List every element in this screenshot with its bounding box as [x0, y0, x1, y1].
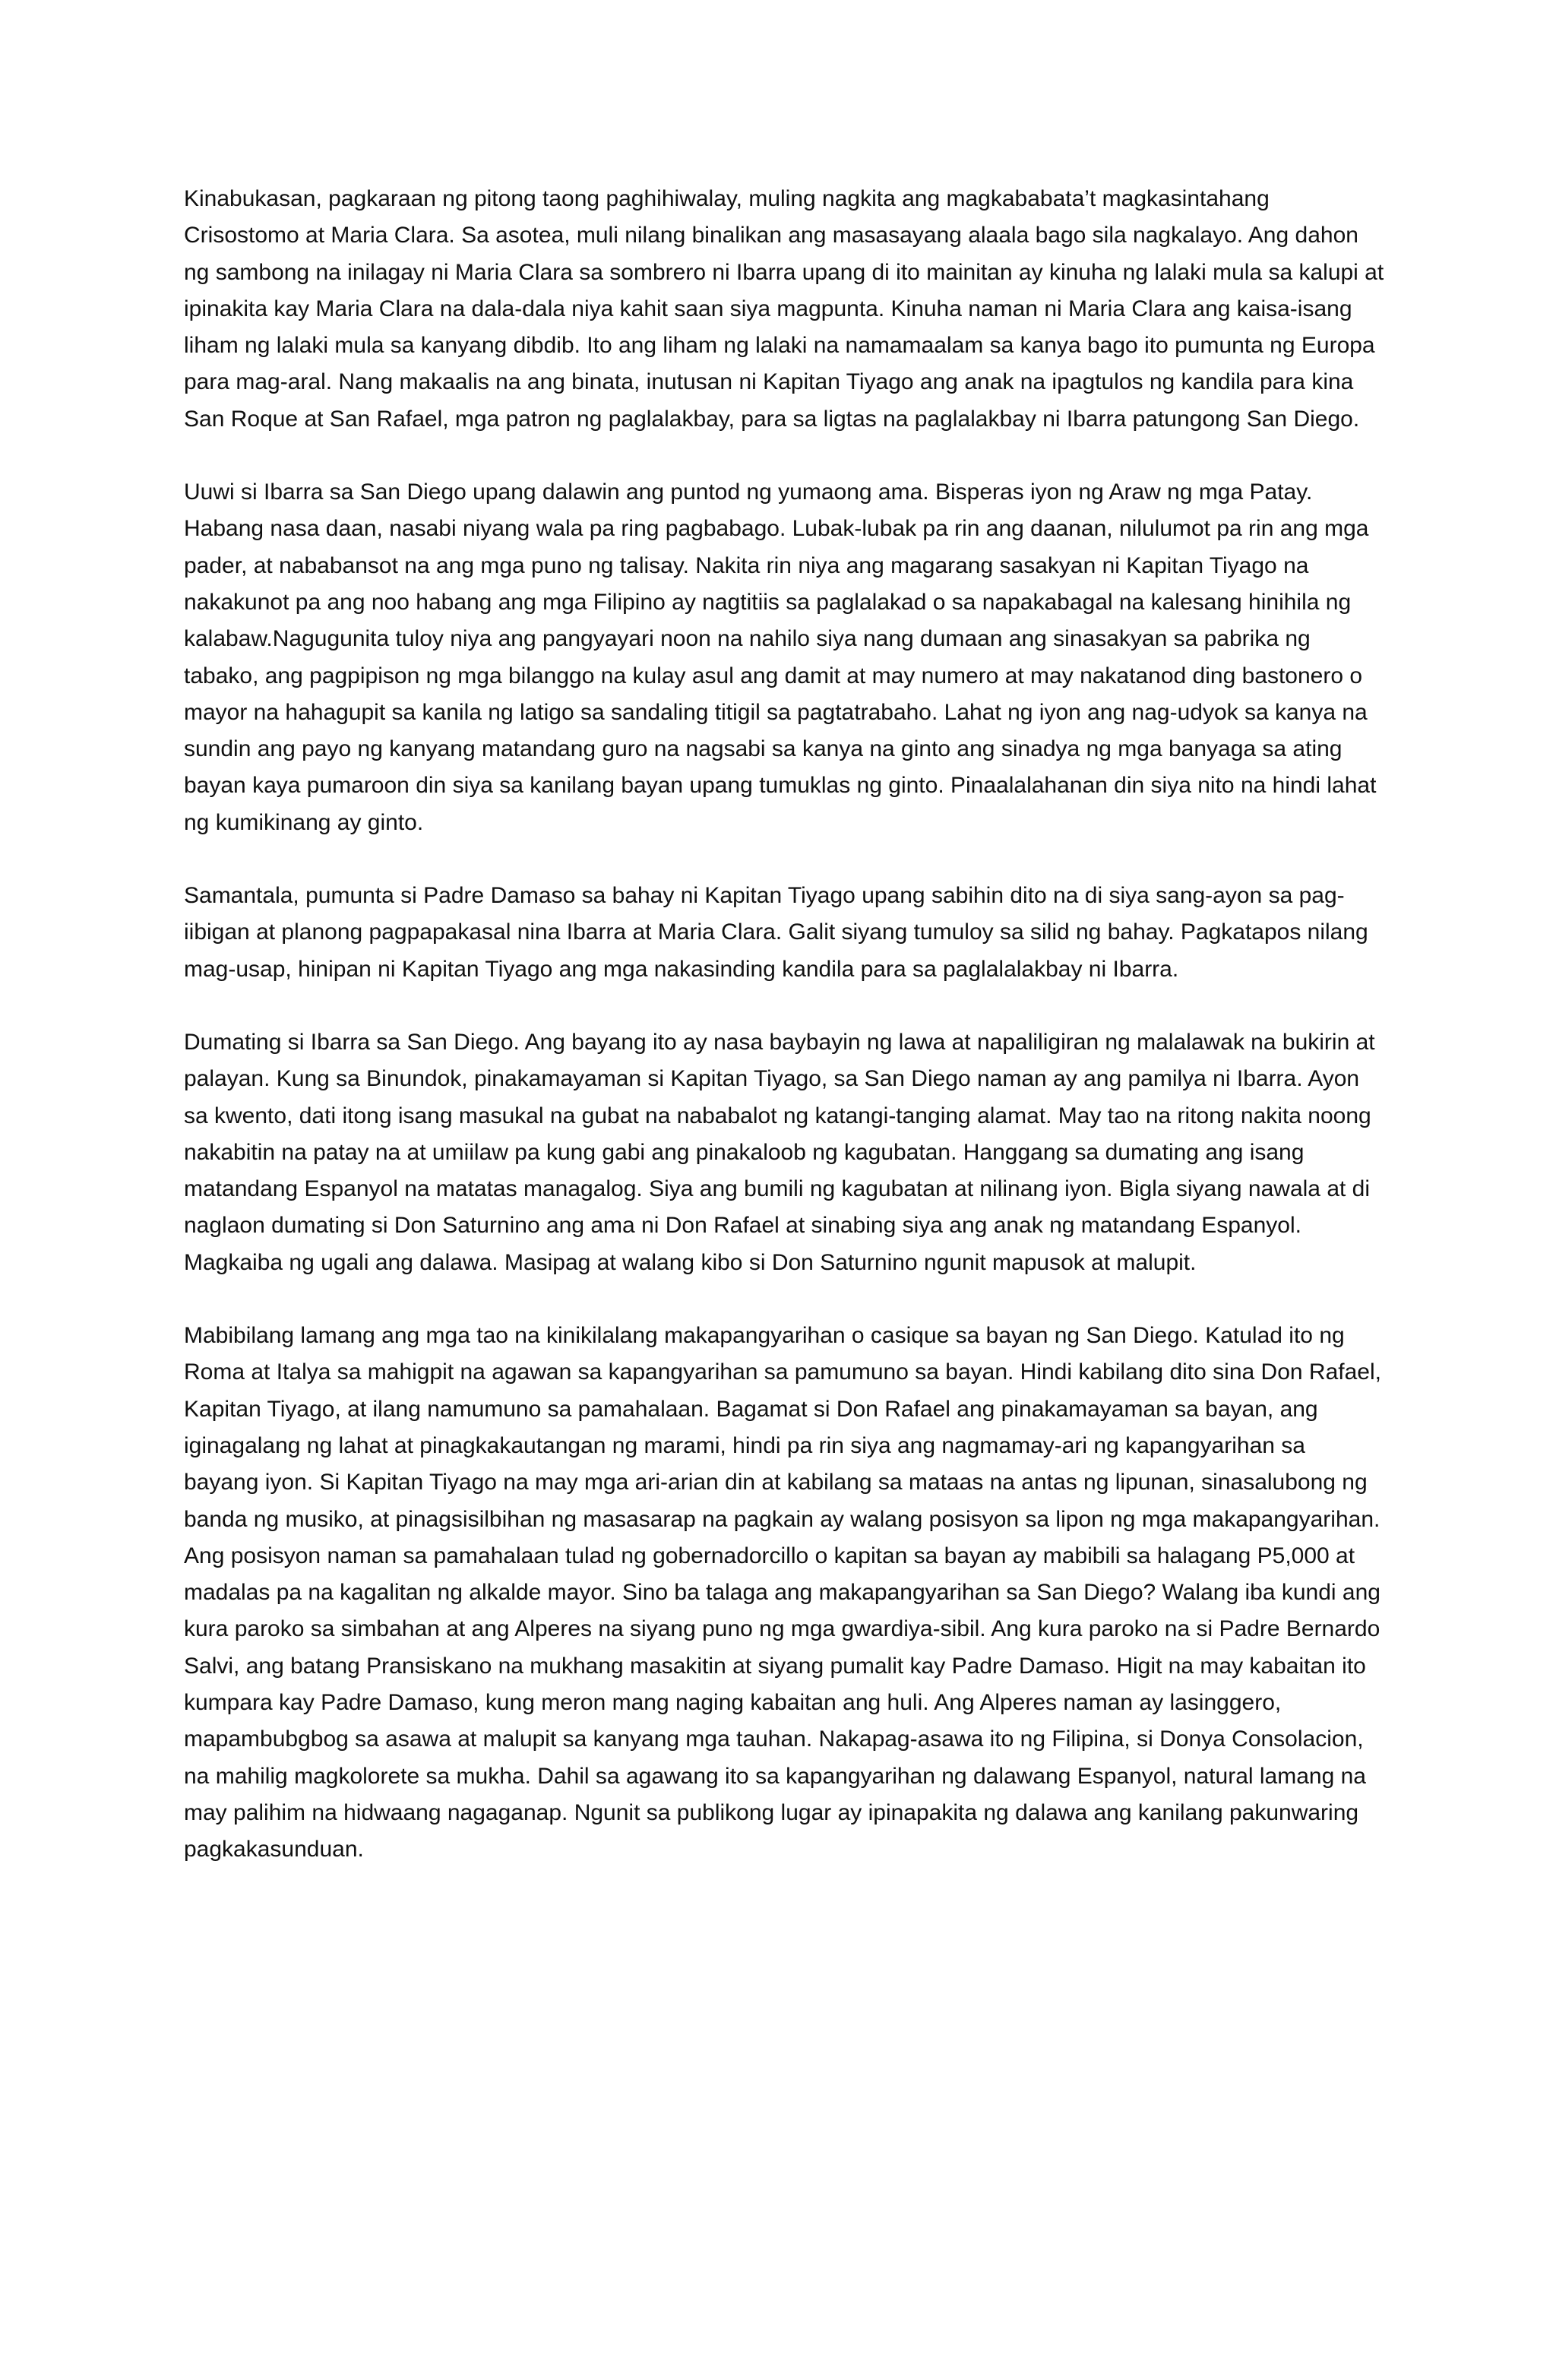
- paragraph-1: Kinabukasan, pagkaraan ng pitong taong paghihiwalay, muling nagkita ang magkababata’t magkasintahang Crisostomo at Maria Clara. Sa asotea, muli nilang binalikan ang masasayang alaala bago sila nagkalayo. Ang dahon ng sambong na inilagay ni Maria Clara sa sombrero ni Ibarra upang di ito mainitan ay kinuha ng lalaki mula sa kalupi at ipinakita kay Maria Clara na dala-dala niya kahit saan siya magpunta. Kinuha naman ni Maria Clara ang kaisa-isang liham ng lalaki mula sa kanyang dibdib. Ito ang liham ng lalaki na namamaalam sa kanya bago ito pumunta ng Europa para mag-aral. Nang makaalis na ang binata, inutusan ni Kapitan Tiyago ang anak na ipagtulos ng kandila para kina San Roque at San Rafael, mga patron ng paglalakbay, para sa ligtas na paglalakbay ni Ibarra patungong San Diego.: [184, 186, 1384, 432]
- paragraph-3: Samantala, pumunta si Padre Damaso sa bahay ni Kapitan Tiyago upang sabihin dito na di siya sang-ayon sa pag-iibigan at planong pagpapakasal nina Ibarra at Maria Clara. Galit siyang tumuloy sa silid ng bahay. Pagkatapos nilang mag-usap, hinipan ni Kapitan Tiyago ang mga nakasinding kandila para sa paglalalakbay ni Ibarra.: [184, 883, 1368, 982]
- paragraph-5: Mabibilang lamang ang mga tao na kinikilalang makapangyarihan o casique sa bayan ng San Diego. Katulad ito ng Roma at Italya sa mahigpit na agawan sa kapangyarihan sa pamumuno sa bayan. Hindi kabilang dito sina Don Rafael, Kapitan Tiyago, at ilang namumuno sa pamahalaan. Bagamat si Don Rafael ang pinakamayaman sa bayan, ang iginagalang ng lahat at pinagkakautangan ng marami, hindi pa rin siya ang nagmamay-ari ng kapangyarihan sa bayang iyon. Si Kapitan Tiyago na may mga ari-arian din at kabilang sa mataas na antas ng lipunan, sinasalubong ng banda ng musiko, at pinagsisilbihan ng masasarap na pagkain ay walang posisyon sa lipon ng mga makapangyarihan. Ang posisyon naman sa pamahalaan tulad ng gobernadorcillo o kapitan sa bayan ay mabibili sa halagang P5,000 at madalas pa na kagalitan ng alkalde mayor. Sino ba talaga ang makapangyarihan sa San Diego? Walang iba kundi ang kura paroko sa simbahan at ang Alperes na siyang puno ng mga gwardiya-sibil. Ang kura paroko na si Padre Bernardo Salvi, ang batang Pransiskano na mukhang masakitin at siyang pumalit kay Padre Damaso. Higit na may kabaitan ito kumpara kay Padre Damaso, kung meron mang naging kabaitan ang huli. Ang Alperes naman ay lasinggero, mapambubgbog sa asawa at malupit sa kanyang mga tauhan. Nakapag-asawa ito ng Filipina, si Donya Consolacion, na mahilig magkolorete sa mukha. Dahil sa agawang ito sa kapangyarihan ng dalawang Espanyol, natural lamang na may palihim na hidwaang nagaganap. Ngunit sa publikong lugar ay ipinapakita ng dalawa ang kanilang pakunwaring pagkakasunduan.: [184, 1323, 1381, 1863]
- document-body: [184, 181, 1384, 1868]
- paragraph-2: Uuwi si Ibarra sa San Diego upang dalawin ang puntod ng yumaong ama. Bisperas iyon ng Araw ng mga Patay. Habang nasa daan, nasabi niyang wala pa ring pagbabago. Lubak-lubak pa rin ang daanan, nilulumot pa rin ang mga pader, at nababansot na ang mga puno ng talisay. Nakita rin niya ang magarang sasakyan ni Kapitan Tiyago na nakakunot pa ang noo habang ang mga Filipino ay nagtitiis sa paglalakad o sa napakabagal na kalesang hinihila ng kalabaw.Nagugunita tuloy niya ang pangyayari noon na nahilo siya nang dumaan ang sinasakyan sa pabrika ng tabako, ang pagpipison ng mga bilanggo na kulay asul ang damit at may numero at may nakatanod ding bastonero o mayor na hahagupit sa kanila ng latigo sa sandaling titigil sa pagtatrabaho. Lahat ng iyon ang nag-udyok sa kanya na sundin ang payo ng kanyang matandang guro na nagsabi sa kanya na ginto ang sinadya ng mga banyaga sa ating bayan kaya pumaroon din siya sa kanilang bayan upang tumuklas ng ginto. Pinaalalahanan din siya nito na hindi lahat ng kumikinang ay ginto.: [184, 479, 1377, 835]
- paragraph-4: Dumating si Ibarra sa San Diego. Ang bayang ito ay nasa baybayin ng lawa at napaliligiran ng malalawak na bukirin at palayan. Kung sa Binundok, pinakamayaman si Kapitan Tiyago, sa San Diego naman ay ang pamilya ni Ibarra. Ayon sa kwento, dati itong isang masukal na gubat na nababalot ng katangi-tanging alamat. May tao na ritong nakita noong nakabitin na patay na at umiilaw pa kung gabi ang pinakaloob ng kagubatan. Hanggang sa dumating ang isang matandang Espanyol na matatas managalog. Siya ang bumili ng kagubatan at nilinang iyon. Bigla siyang nawala at di naglaon dumating si Don Saturnino ang ama ni Don Rafael at sinabing siya ang anak ng matandang Espanyol. Magkaiba ng ugali ang dalawa. Masipag at walang kibo si Don Saturnino ngunit mapusok at malupit.: [184, 1029, 1375, 1275]
